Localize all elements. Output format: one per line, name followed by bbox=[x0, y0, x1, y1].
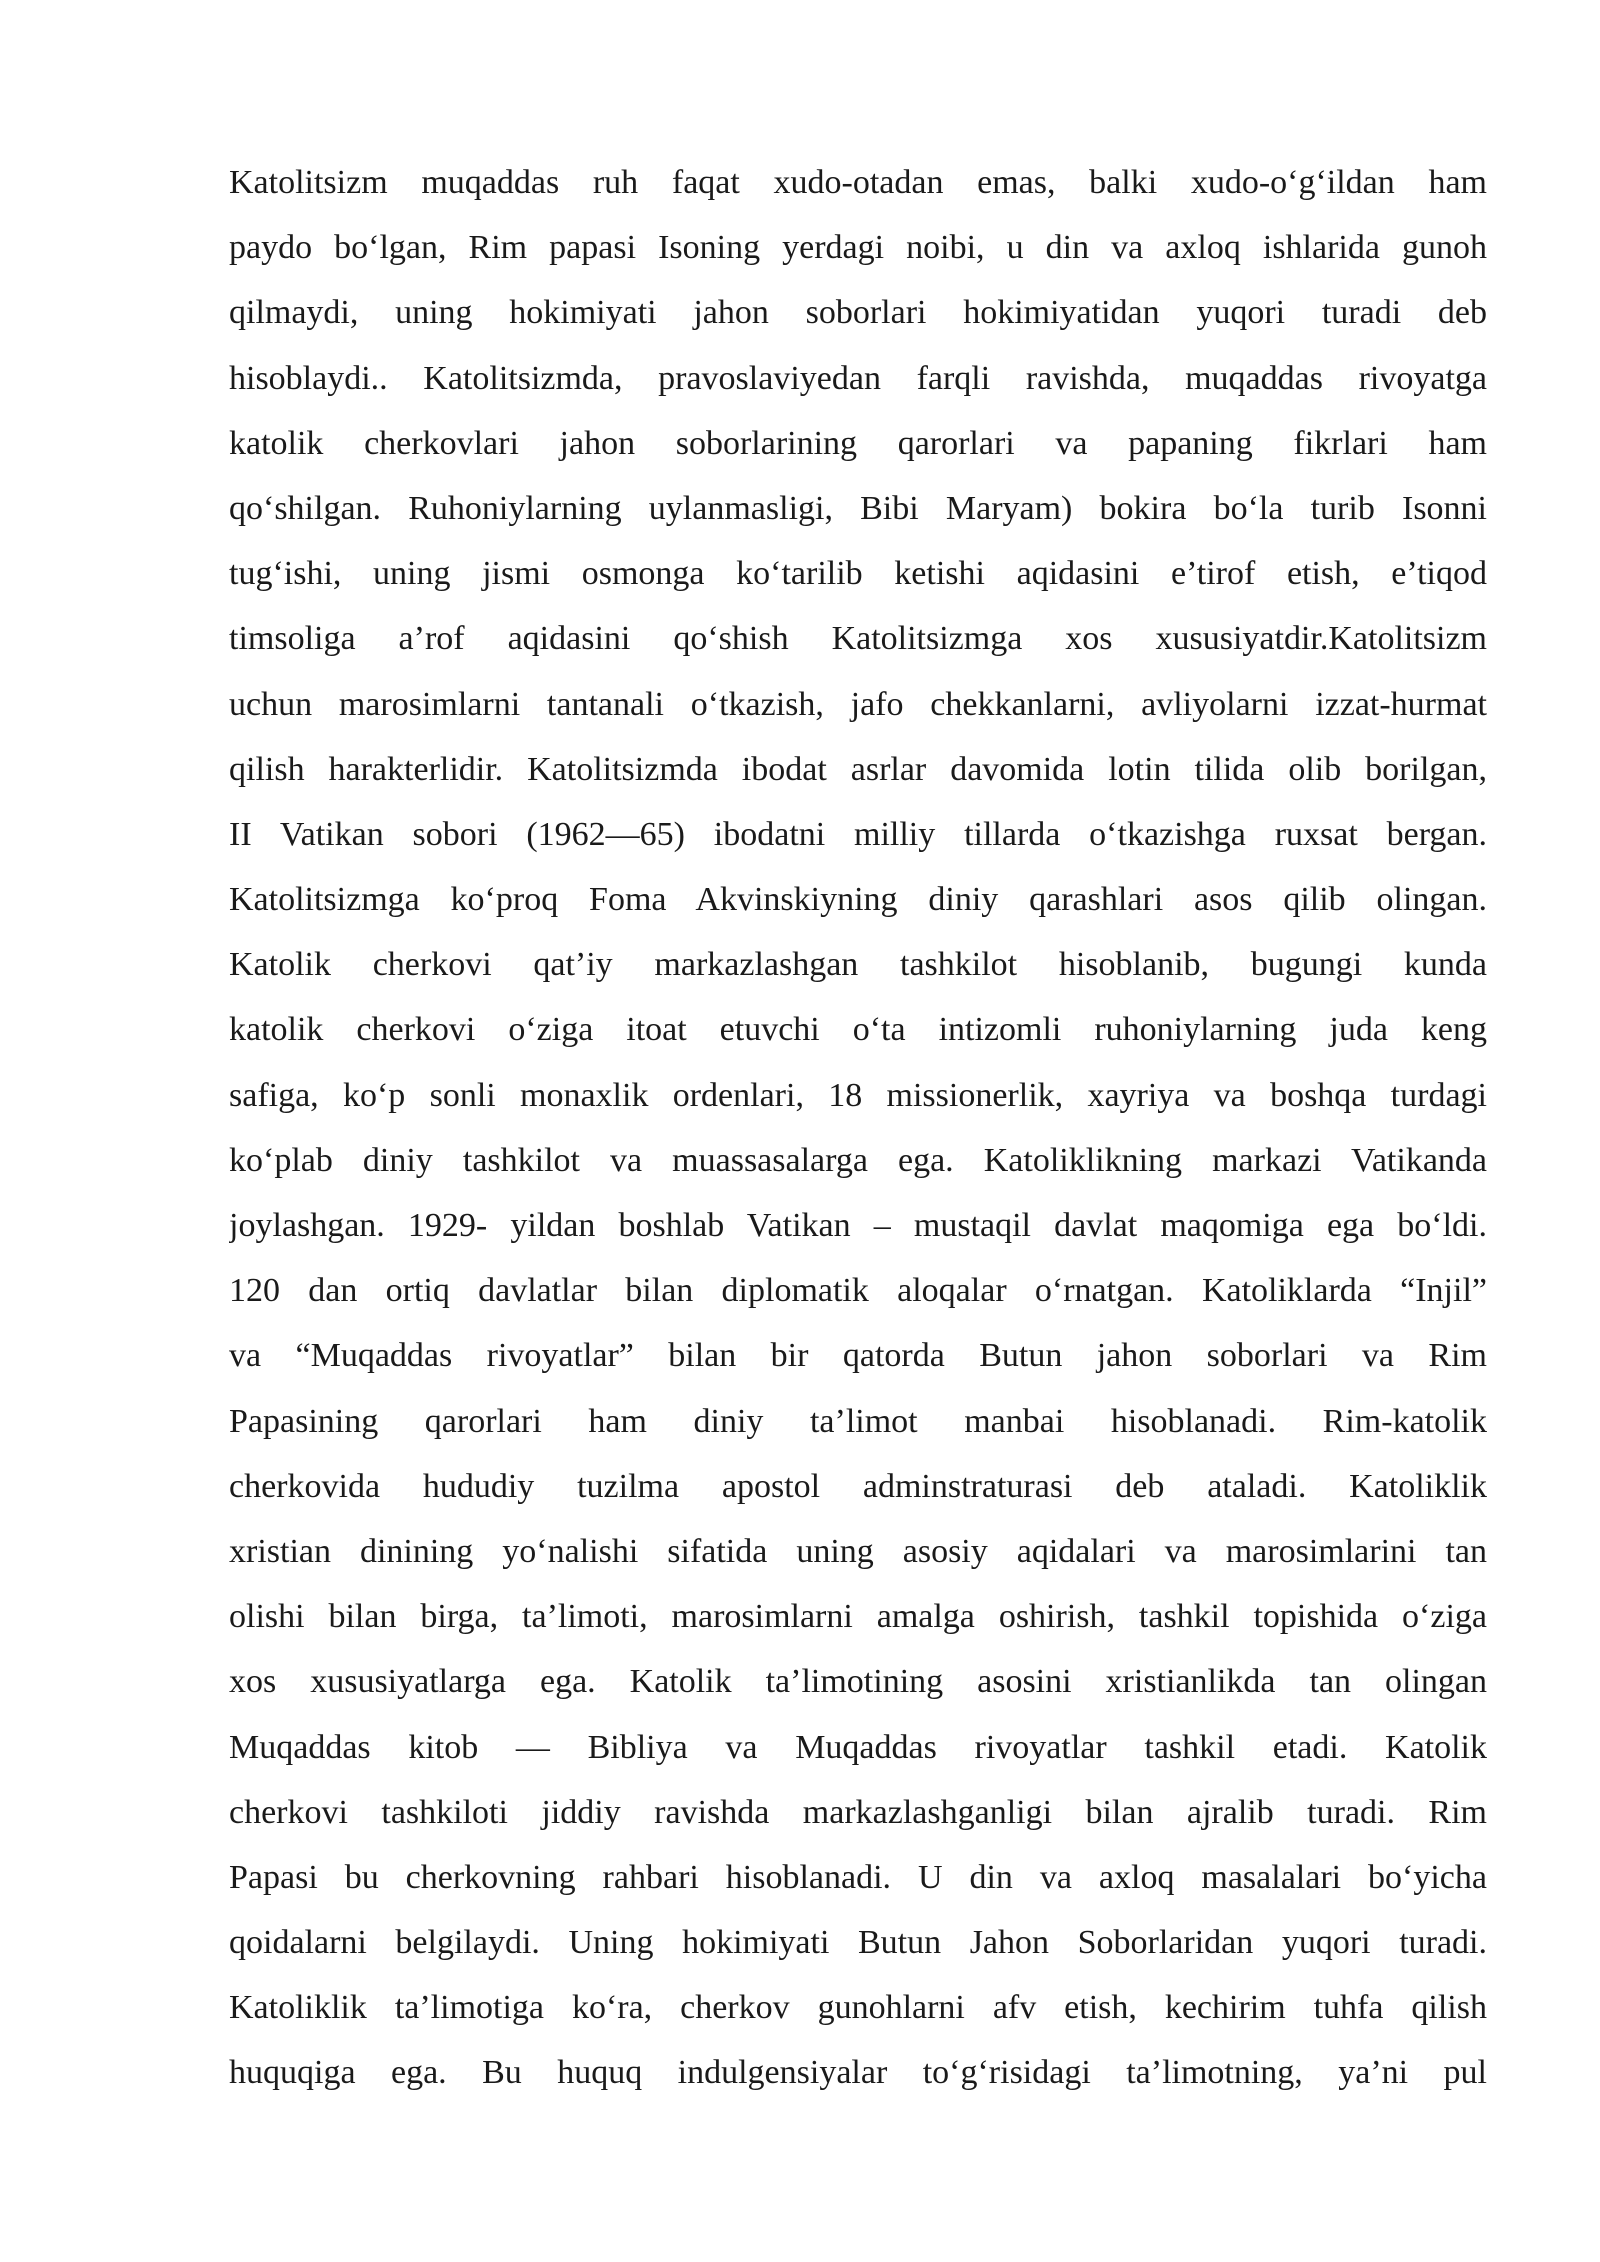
text-line: joylashgan. 1929- yildan boshlab Vatikan – mustaqil davlat maqomiga ega bo‘ldi. bbox=[229, 1207, 1487, 1244]
text-line: tug‘ishi, uning jismi osmonga ko‘tarilib ketishi aqidasini e’tirof etish, e’tiqod bbox=[229, 555, 1487, 593]
text-line: uchun marosimlarni tantanali o‘tkazish, jafo chekkanlarni, avliyolarni izzat-hurmat bbox=[229, 685, 1487, 723]
text-line: cherkovida hududiy tuzilma apostol adminstraturasi deb ataladi. Katoliklik bbox=[229, 1467, 1487, 1505]
text-line: qo‘shilgan. Ruhoniylarning uylanmasligi, Bibi Maryam) bokira bo‘la turib Isonni bbox=[229, 489, 1487, 527]
text-line: va “Muqaddas rivoyatlar” bilan bir qatorda Butun jahon soborlari va Rim bbox=[229, 1337, 1487, 1375]
text-line: katolik cherkovi o‘ziga itoat etuvchi o‘ta intizomli ruhoniylarning juda keng bbox=[229, 1011, 1487, 1049]
text-line: xos xususiyatlarga ega. Katolik ta’limotining asosini xristianlikda tan olingan bbox=[229, 1663, 1487, 1701]
text-line: hisoblaydi.. Katolitsizmda, pravoslaviyedan farqli ravishda, muqaddas rivoyatga bbox=[229, 359, 1487, 397]
text-line: qilmaydi, uning hokimiyati jahon soborlari hokimiyatidan yuqori turadi deb bbox=[229, 294, 1487, 332]
text-line: Katoliklik ta’limotiga ko‘ra, cherkov gunohlarni afv etish, kechirim tuhfa qilish bbox=[229, 1989, 1487, 2027]
body-paragraph bbox=[229, 150, 1487, 2106]
text-line: Papasi bu cherkovning rahbari hisoblanadi. U din va axloq masalalari bo‘yicha bbox=[229, 1858, 1487, 1896]
text-line: Katolitsizmga ko‘proq Foma Akvinskiyning diniy qarashlari asos qilib olingan. bbox=[229, 881, 1487, 919]
text-line: Muqaddas kitob — Bibliya va Muqaddas rivoyatlar tashkil etadi. Katolik bbox=[229, 1728, 1487, 1766]
text-line: Katolik cherkovi qat’iy markazlashgan tashkilot hisoblanib, bugungi kunda bbox=[229, 946, 1487, 984]
text-line: katolik cherkovlari jahon soborlarining qarorlari va papaning fikrlari ham bbox=[229, 424, 1487, 462]
text-line: xristian dinining yo‘nalishi sifatida uning asosiy aqidalari va marosimlarini tan bbox=[229, 1532, 1487, 1570]
text-line: timsoliga a’rof aqidasini qo‘shish Katolitsizmga xos xususiyatdir.Katolitsizm bbox=[229, 620, 1487, 658]
text-line: huquqiga ega. Bu huquq indulgensiyalar to‘g‘risidagi ta’limotning, ya’ni pul bbox=[229, 2054, 1487, 2092]
text-line: II Vatikan sobori (1962—65) ibodatni milliy tillarda o‘tkazishga ruxsat bergan. bbox=[229, 815, 1487, 853]
text-line: qilish harakterlidir. Katolitsizmda ibodat asrlar davomida lotin tilida olib borilgan, bbox=[229, 750, 1487, 788]
text-line: olishi bilan birga, ta’limoti, marosimlarni amalga oshirish, tashkil topishida o‘ziga bbox=[229, 1598, 1487, 1636]
text-line: safiga, ko‘p sonli monaxlik ordenlari, 18 missionerlik, xayriya va boshqa turdagi bbox=[229, 1076, 1487, 1114]
text-line: paydo bo‘lgan, Rim papasi Isoning yerdagi noibi, u din va axloq ishlarida gunoh bbox=[229, 229, 1487, 267]
text-line: ko‘plab diniy tashkilot va muassasalarga ega. Katoliklikning markazi Vatikanda bbox=[229, 1141, 1487, 1179]
text-line: 120 dan ortiq davlatlar bilan diplomatik aloqalar o‘rnatgan. Katoliklarda “Injil” bbox=[229, 1272, 1487, 1310]
text-line: cherkovi tashkiloti jiddiy ravishda markazlashganligi bilan ajralib turadi. Rim bbox=[229, 1793, 1487, 1831]
text-line: Papasining qarorlari ham diniy ta’limot manbai hisoblanadi. Rim-katolik bbox=[229, 1402, 1487, 1440]
text-line: qoidalarni belgilaydi. Uning hokimiyati Butun Jahon Soborlaridan yuqori turadi. bbox=[229, 1924, 1487, 1962]
text-line: Katolitsizm muqaddas ruh faqat xudo-otadan emas, balki xudo-o‘g‘ildan ham bbox=[229, 164, 1487, 201]
